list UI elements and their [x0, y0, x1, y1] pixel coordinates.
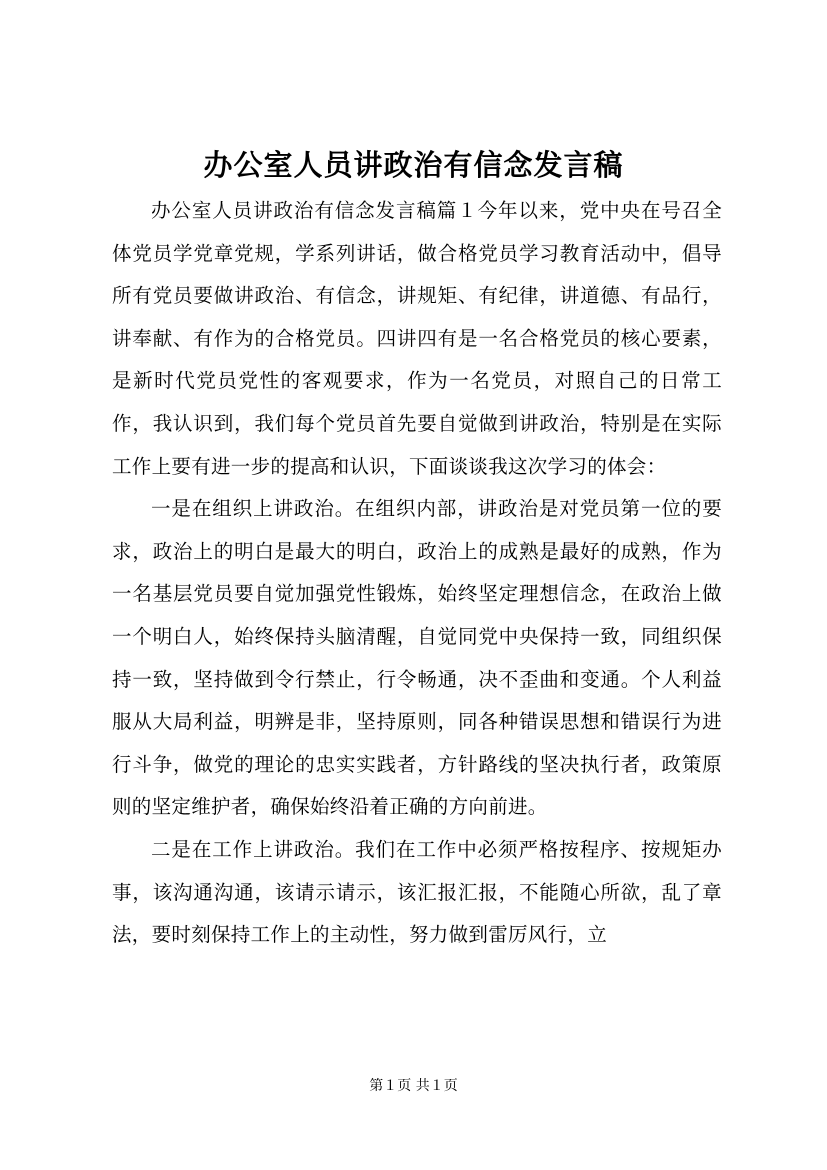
page-footer: 第１页 共１页: [369, 1078, 458, 1094]
document-title: 办公室人员讲政治有信念发言稿: [203, 148, 624, 182]
document-body: [112, 190, 722, 957]
paragraph-organization: 一是在组织上讲政治。在组织内部，讲政治是对党员第一位的要求，政治上的明白是最大的明白，政治上的成熟是最好的成熟，作为一名基层党员要自觉加强党性锻炼，始终坚定理想信念，在政治上做一个明白人，始终保持头脑清醒，自觉同党中央保持一致，同组织保持一致，坚持做到令行禁止，行令畅通，决不歪曲和变通。个人利益服从大局利益，明辨是非，坚持原则，同各种错误思想和错误行为进行斗争，做党的理论的忠实实践者，方针路线的坚决执行者，政策原则的坚定维护者，确保始终沿着正确的方向前进。: [112, 497, 722, 819]
paragraph-intro: 办公室人员讲政治有信念发言稿篇１今年以来，党中央在号召全体党员学党章党规，学系列讲话，做合格党员学习教育活动中，倡导所有党员要做讲政治、有信念，讲规矩、有纪律，讲道德、有品行，讲奉献、有作为的合格党员。四讲四有是一名合格党员的核心要素，是新时代党员党性的客观要求，作为一名党员，对照自己的日常工作，我认识到，我们每个党员首先要自觉做到讲政治，特别是在实际工作上要有进一步的提高和认识，下面谈谈我这次学习的体会：: [112, 199, 722, 478]
paragraph-work: 二是在工作上讲政治。我们在工作中必须严格按程序、按规矩办事，该沟通沟通，该请示请示，该汇报汇报，不能随心所欲，乱了章法，要时刻保持工作上的主动性，努力做到雷厉风行，立: [112, 837, 722, 947]
